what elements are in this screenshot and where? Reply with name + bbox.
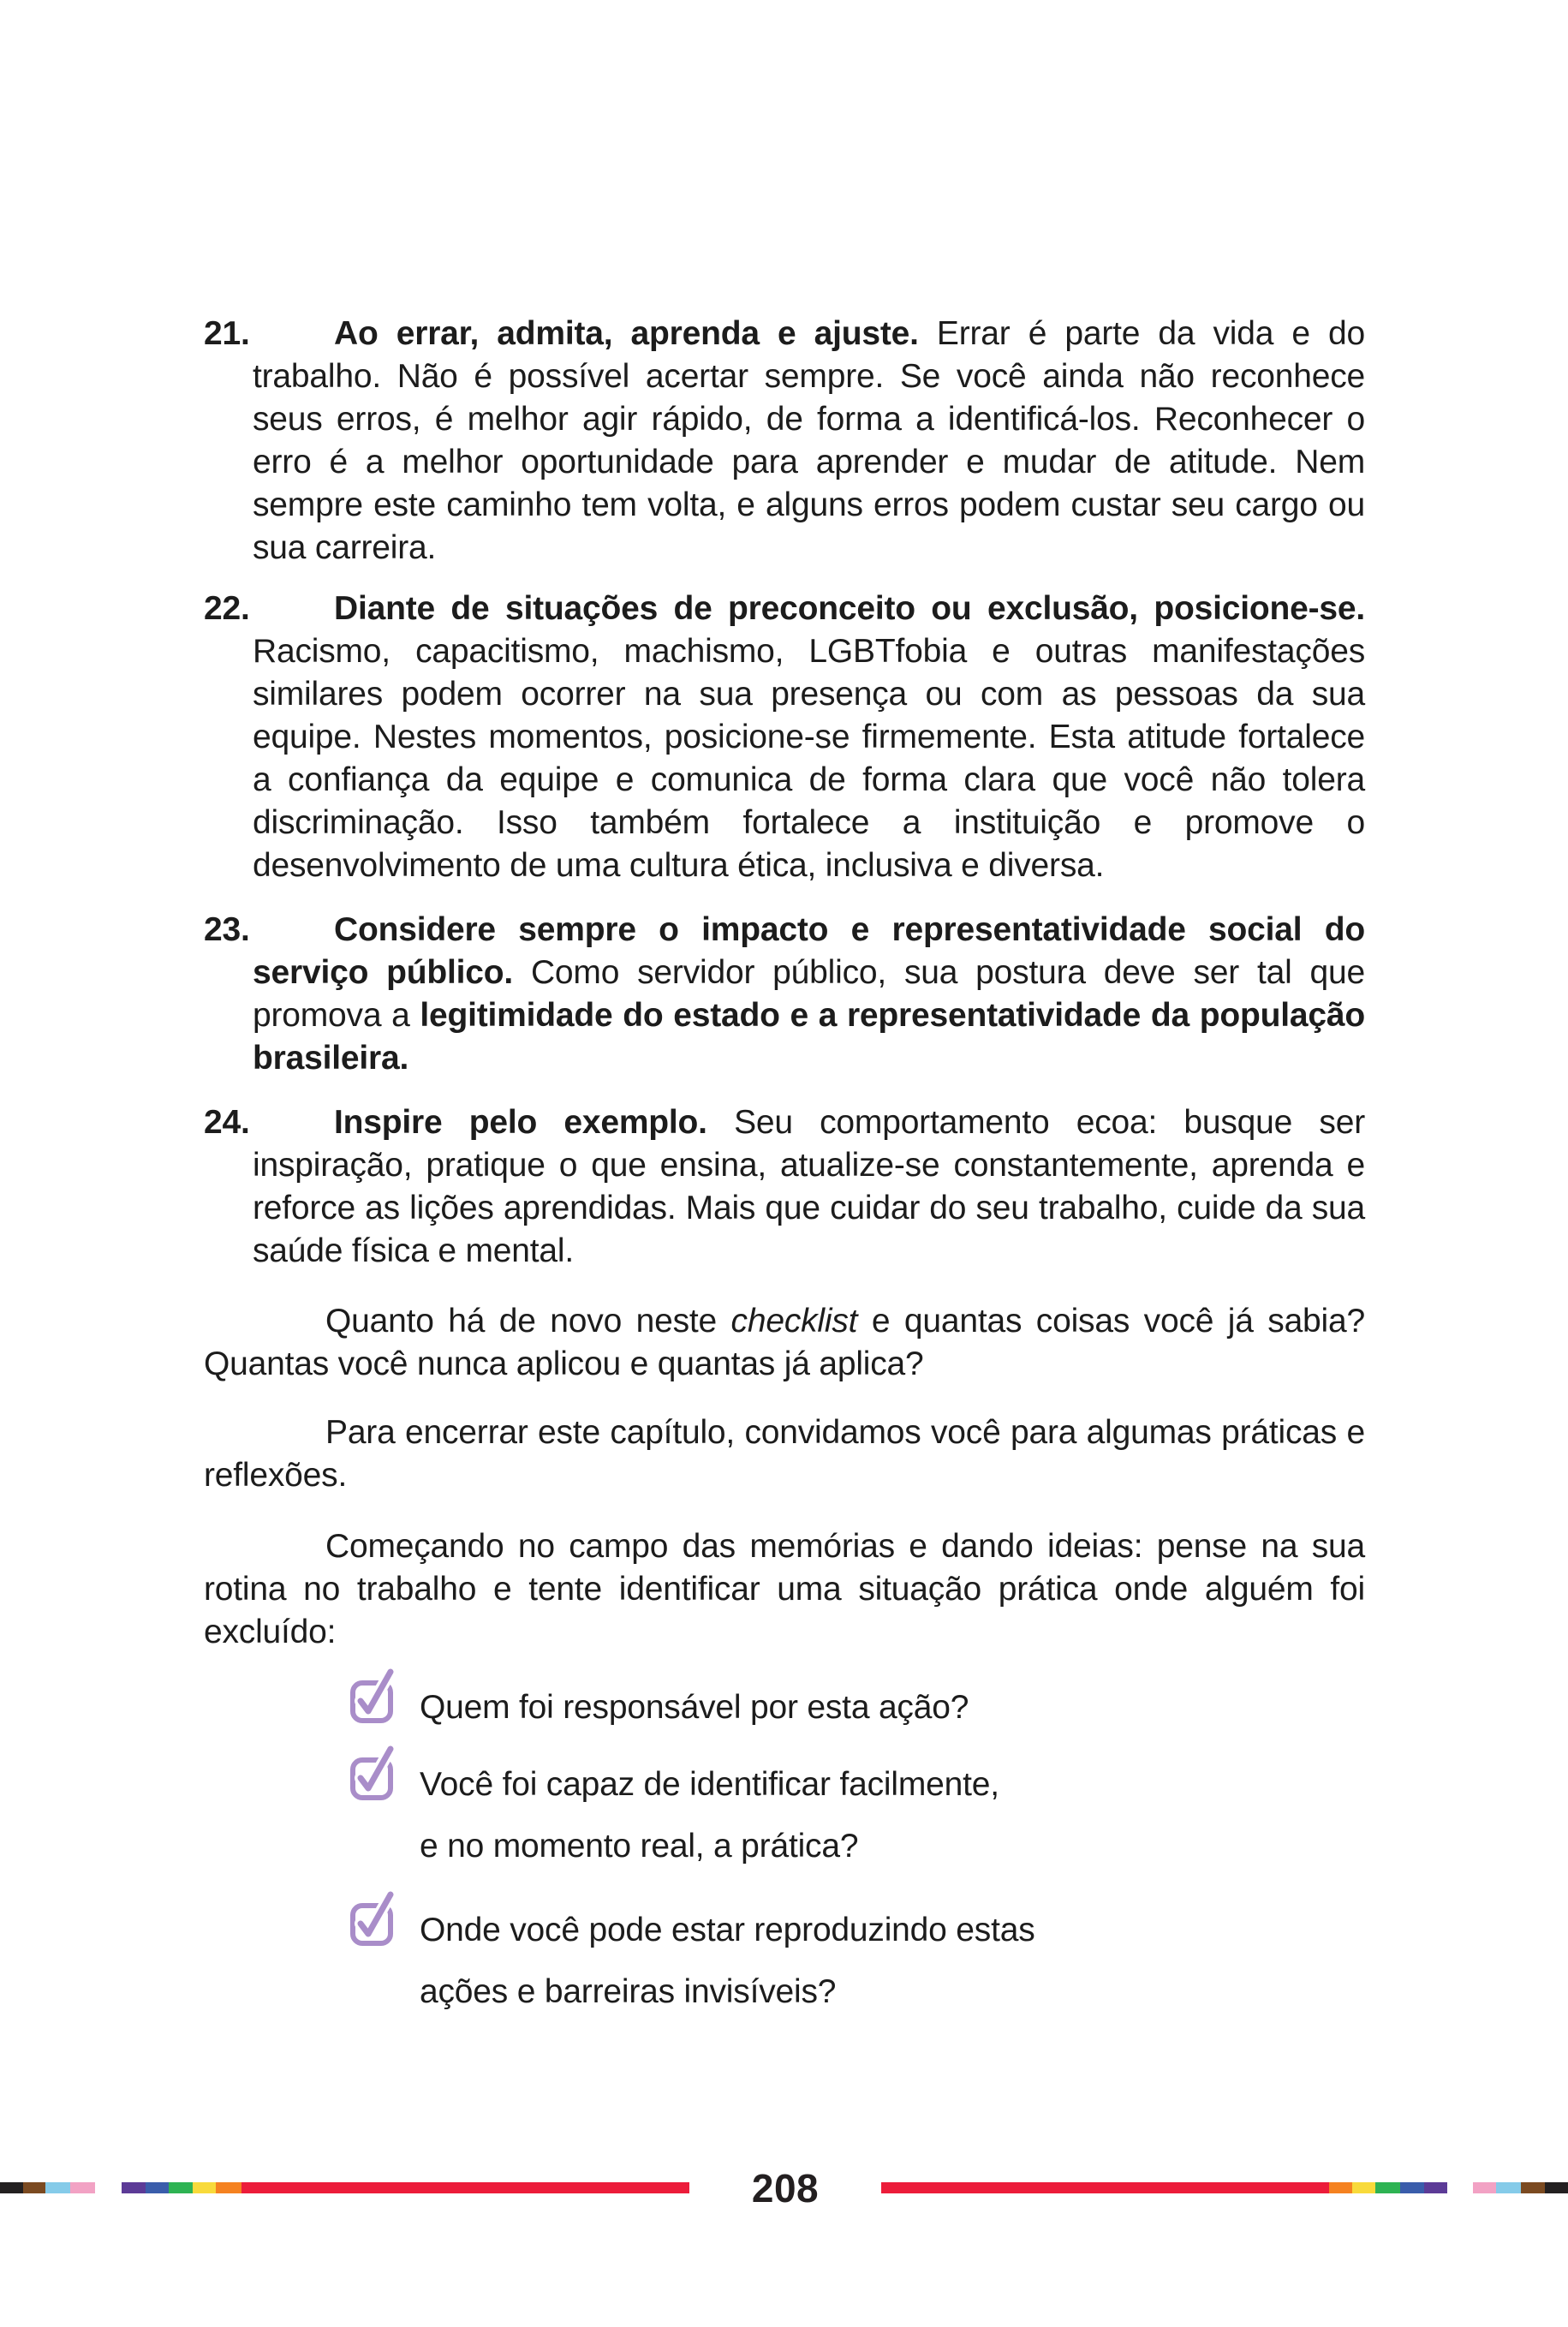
pride-stripe-black: [0, 2182, 23, 2193]
pride-stripe-lightblue: [45, 2182, 70, 2193]
checkbox-checked-icon: [349, 1668, 394, 1724]
checklist-item-3-text: [420, 1900, 1291, 2023]
list-item-23-number: 23.: [204, 911, 250, 948]
pride-stripe-lightblue: [1496, 2182, 1521, 2193]
list-item-24-number: 24.: [204, 1104, 250, 1141]
pride-stripe-blue: [146, 2182, 169, 2193]
pride-stripe-orange: [1329, 2182, 1352, 2193]
list-item-24-body: Seu comportamento ecoa: busque ser inspiração, pratique o que ensina, atualize-se constantemente, aprenda e reforce as lições aprendidas. Mais que cuidar do seu trabalho, cuide da sua saúde física e mental.: [253, 1104, 1365, 1269]
checklist-item-1-line-1: Quem foi responsável por esta ação?: [420, 1689, 969, 1726]
list-item-23-body: Como servidor público, sua postura deve ser tal que promova a: [253, 954, 1365, 1034]
pride-stripe-yellow: [1352, 2182, 1375, 2193]
checkbox-checked-icon: [349, 1745, 394, 1801]
checklist-italic-word: checklist: [730, 1303, 858, 1340]
list-item-22-number: 22.: [204, 590, 250, 627]
checkbox-checked-icon: [349, 1890, 394, 1947]
checklist-item-3-line-2: ações e barreiras invisíveis?: [420, 1973, 837, 2010]
list-item-21-lead: Ao errar, admita, aprenda e ajuste.: [334, 315, 919, 352]
paragraph-memories-prompt: Começando no campo das memórias e dando ideias: pense na sua rotina no trabalho e tente identificar uma situação prática onde alguém foi excluído:: [204, 1528, 1365, 1650]
list-item-21-number: 21.: [204, 315, 250, 352]
list-item-22-lead: Diante de situações de preconceito ou exclusão, posicione-se.: [334, 590, 1365, 627]
pride-stripe-pink: [1473, 2182, 1496, 2193]
paragraph-checklist-question-pre: Quanto há de novo neste: [325, 1303, 731, 1340]
paragraph-checklist-question: [204, 1300, 1365, 1386]
paragraph-checklist-question-post: e quantas coisas você já sabia? Quantas você nunca aplicou e quantas já aplica?: [204, 1303, 1365, 1382]
footer-color-bar: [0, 2165, 1568, 2211]
checklist-item-2-line-1: Você foi capaz de identificar facilmente,: [420, 1766, 999, 1803]
pride-stripe-purple: [1424, 2182, 1447, 2193]
pride-stripe-green: [169, 2182, 193, 2193]
list-item-23-lead: Considere sempre o impacto e representatividade social do serviço público.: [253, 911, 1365, 991]
list-item-23-bold-tail: legitimidade do estado e a representatividade da população brasileira.: [253, 997, 1365, 1077]
page-number-box: [689, 2165, 881, 2211]
list-item-24: [204, 1101, 1365, 1273]
footer-spacer: [95, 2182, 122, 2193]
pride-stripe-brown: [1521, 2182, 1545, 2193]
checklist-item-2-line-2: e no momento real, a prática?: [420, 1828, 859, 1865]
list-item-22: [204, 588, 1365, 887]
paragraph-chapter-closing: Para encerrar este capítulo, convidamos você para algumas práticas e reflexões.: [204, 1414, 1365, 1494]
checklist-item-2-text: [420, 1754, 1291, 1877]
pride-stripe-green: [1375, 2182, 1400, 2193]
list-item-22-body: Racismo, capacitismo, machismo, LGBTfobia e outras manifestações similares podem ocorrer na sua presença ou com as pessoas da sua equipe. Nestes momentos, posicione-se firmemente. Esta atitude fortalece a confiança da equipe e comunica de forma clara que você não tolera discriminação. Isso também fortalece a instituição e promove o desenvolvimento de uma cultura ética, inclusiva e diversa.: [253, 633, 1365, 884]
footer-red-rule-right: [881, 2182, 1329, 2193]
checklist-item-1-text: [420, 1677, 1291, 1739]
pride-stripe-brown: [23, 2182, 45, 2193]
checklist-item-3: [349, 1904, 1291, 2023]
checklist-item-1: [349, 1681, 1291, 1739]
page-number: 208: [751, 2165, 820, 2211]
checklist-item-2: [349, 1758, 1291, 1877]
footer-red-rule-left: [241, 2182, 689, 2193]
pride-stripe-yellow: [193, 2182, 216, 2193]
pride-stripe-orange: [216, 2182, 241, 2193]
pride-stripe-pink: [70, 2182, 95, 2193]
pride-stripe-blue: [1400, 2182, 1424, 2193]
list-item-24-lead: Inspire pelo exemplo.: [334, 1104, 707, 1141]
checklist-item-3-line-1: Onde você pode estar reproduzindo estas: [420, 1912, 1035, 1948]
list-item-21: [204, 313, 1365, 570]
list-item-23: [204, 909, 1365, 1080]
pride-stripe-purple: [122, 2182, 146, 2193]
pride-stripe-black: [1545, 2182, 1568, 2193]
list-item-21-body: Errar é parte da vida e do trabalho. Não é possível acertar sempre. Se você ainda não reconhece seus erros, é melhor agir rápido, de forma a identificá-los. Reconhecer o erro é a melhor oportunidade para aprender e mudar de atitude. Nem sempre este caminho tem volta, e alguns erros podem custar seu cargo ou sua carreira.: [253, 315, 1365, 566]
footer-spacer: [1447, 2182, 1473, 2193]
